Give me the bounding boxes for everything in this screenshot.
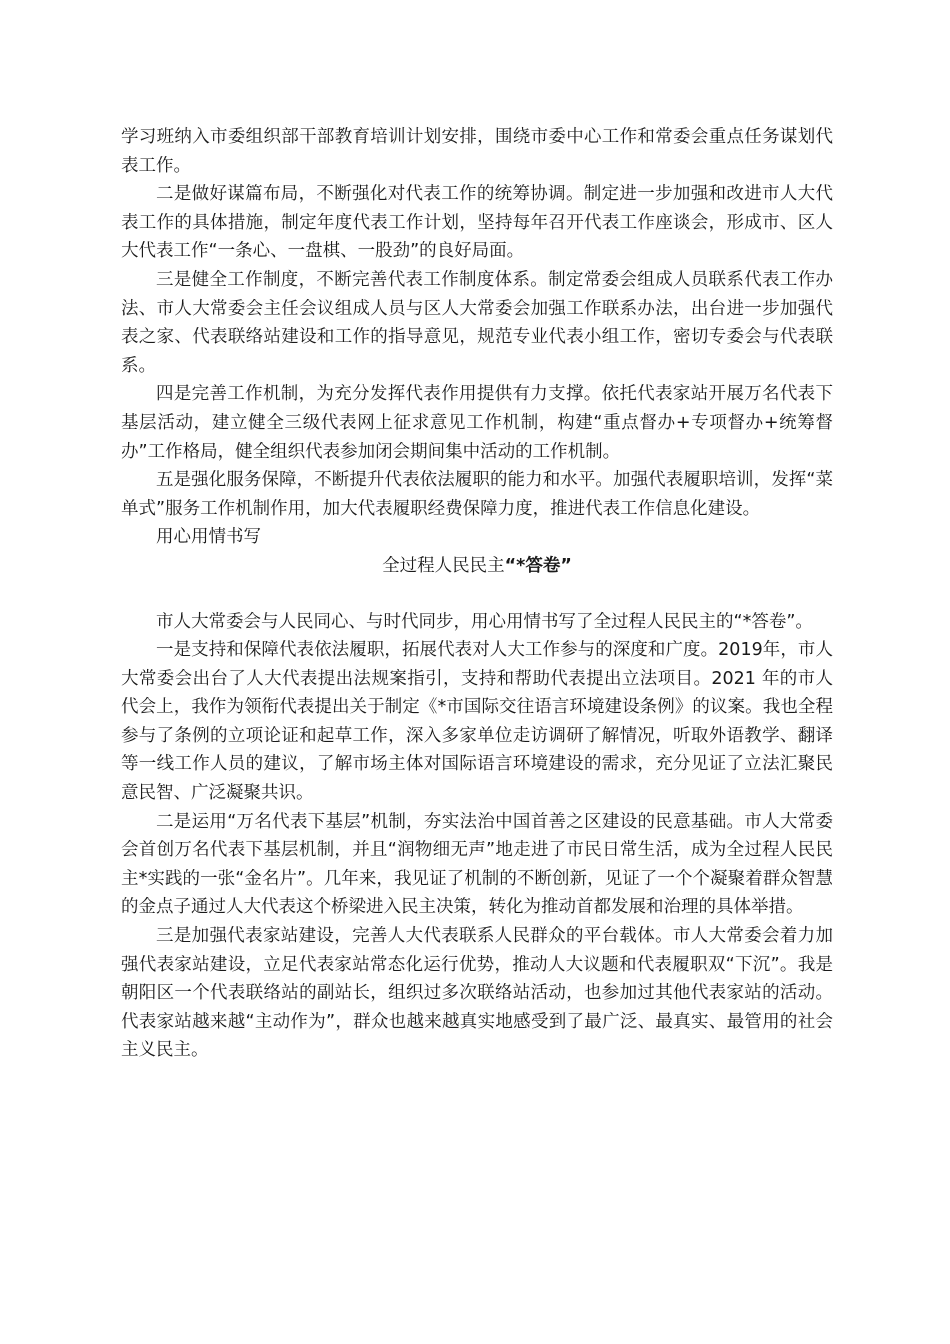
blank-line <box>121 581 833 608</box>
paragraph-point-3: 三是加强代表家站建设，完善人大代表联系人民群众的平台载体。市人大常委会着力加强代表家站建设，立足代表家站常态化运行优势，推动人大议题和代表履职双“下沉”。我是朝阳区一个代表联络站的副站长，组织过多次联络站活动，也参加过其他代表家站的活动。代表家站越来越“主动作为”，群众也越来越真实地感受到了最广泛、最真实、最管用的社会主义民主。 <box>121 926 833 1061</box>
paragraph-item-2: 二是做好谋篇布局，不断强化对代表工作的统筹协调。制定进一步加强和改进市人大代表工作的具体措施，制定年度代表工作计划，坚持每年召开代表工作座谈会，形成市、区人大代表工作“一条心、一盘棋、一股劲”的良好局面。 <box>121 184 833 262</box>
section-title-emphasis: “*答卷” <box>504 555 572 576</box>
section-title <box>121 552 833 581</box>
section-title-text: 全过程人民民主 <box>382 555 505 576</box>
paragraph-point-1: 一是支持和保障代表依法履职，拓展代表对人大工作参与的深度和广度。2019年，市人大常委会出台了人大代表提出法规案指引，支持和帮助代表提出立法项目。2021 年的市人代会上，我作为领衔代表提出关于制定《*市国际交往语言环境建设条例》的议案。我也全程参与了条例的立项论证和起草工作，深入多家单位走访调研了解情况，听取外语教学、翻译等一线工作人员的建议，了解市场主体对国际语言环境建设的需求，充分见证了立法汇聚民意民智、广泛凝聚共识。 <box>121 640 833 804</box>
paragraph-item-3: 三是健全工作制度，不断完善代表工作制度体系。制定常委会组成人员联系代表工作办法、市人大常委会主任会议组成人员与区人大常委会加强工作联系办法，出台进一步加强代表之家、代表联络站建设和工作的指导意见，规范专业代表小组工作，密切专委会与代表联系。 <box>121 269 833 376</box>
paragraph-continuation: 学习班纳入市委组织部干部教育培训计划安排，围绕市委中心工作和常委会重点任务谋划代表工作。 <box>121 127 833 176</box>
paragraph-item-5: 五是强化服务保障，不断提升代表依法履职的能力和水平。加强代表履职培训，发挥“菜单式”服务工作机制作用，加大代表履职经费保障力度，推进代表工作信息化建设。 <box>121 470 833 519</box>
paragraph-item-4: 四是完善工作机制，为充分发挥代表作用提供有力支撑。依托代表家站开展万名代表下基层活动，建立健全三级代表网上征求意见工作机制，构建“重点督办+专项督办+统筹督办”工作格局，健全组织代表参加闭会期间集中活动的工作机制。 <box>121 384 833 462</box>
subheading-line-1: 用心用情书写 <box>156 527 261 548</box>
paragraph-point-2: 二是运用“万名代表下基层”机制，夯实法治中国首善之区建设的民意基础。市人大常委会首创万名代表下基层机制，并且“润物细无声”地走进了市民日常生活，成为全过程人民民主*实践的一张“金名片”。几年来，我见证了机制的不断创新，见证了一个个凝聚着群众智慧的金点子通过人大代表这个桥梁进入民主决策，转化为推动首都发展和治理的具体举措。 <box>121 811 833 918</box>
paragraph-intro: 市人大常委会与人民同心、与时代同步，用心用情书写了全过程人民民主的“*答卷”。 <box>156 611 813 632</box>
document-body <box>121 123 833 1065</box>
